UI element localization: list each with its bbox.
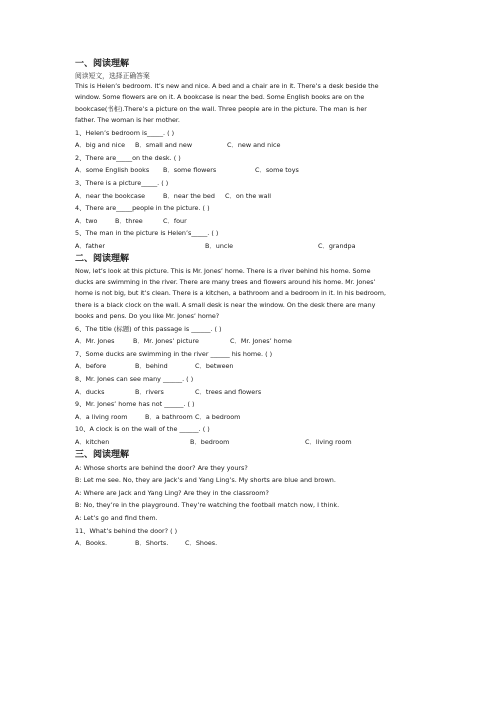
option-a[interactable]: A．Books. bbox=[75, 539, 108, 548]
section-1-instruction: 阅读短文，选择正确答案 bbox=[75, 72, 150, 80]
passage-line: father. The woman is her mother. bbox=[75, 116, 180, 125]
question-11-options bbox=[75, 537, 425, 550]
question-11: 11、What’s behind the door? ( ) bbox=[75, 526, 178, 535]
worksheet-page bbox=[75, 58, 425, 550]
section-2-title: 二、阅读理解 bbox=[75, 253, 130, 264]
section-1-title: 一、阅读理解 bbox=[75, 59, 130, 69]
option-a[interactable]: A．father bbox=[75, 241, 106, 250]
passage-line: This is Helen’s bedroom. It’s new and nice. A bed and a chair are in it. There’s a desk beside the bbox=[75, 82, 379, 90]
question-2-options bbox=[75, 164, 425, 177]
option-b[interactable]: B．Mr. Jones’ picture bbox=[133, 337, 199, 346]
option-c[interactable]: C．living room bbox=[305, 437, 352, 446]
section-3-title: 三、阅读理解 bbox=[75, 449, 130, 460]
passage-line: home is not big, but it’s clean. There is a kitchen, a bathroom and a bedroom in it. In his bedroom, bbox=[75, 289, 386, 298]
option-c[interactable]: C．grandpa bbox=[318, 241, 356, 250]
passage-line: books and pens. Do you like Mr. Jones’ home? bbox=[75, 312, 220, 321]
passage-line: window. Some flowers are on it. A bookcase is near the bed. Some English books are on the bbox=[75, 93, 365, 102]
option-a[interactable]: A．near the bookcase bbox=[75, 191, 146, 200]
question-9-options bbox=[75, 411, 425, 424]
section-1 bbox=[75, 58, 425, 253]
option-c[interactable]: C．a bedroom bbox=[195, 412, 241, 421]
option-a[interactable]: A．before bbox=[75, 362, 107, 371]
dialog-line: A: Where are Jack and Yang Ling? Are they in the classroom? bbox=[75, 488, 269, 497]
question-3: 3、There is a picture_____. ( ) bbox=[75, 179, 169, 187]
dialog-line: B: Let me see. No, they are Jack’s and Yang Ling’s. My shorts are blue and brown. bbox=[75, 476, 336, 485]
question-7-options bbox=[75, 360, 425, 373]
option-c[interactable]: C．between bbox=[195, 362, 234, 371]
option-b[interactable]: B．small and new bbox=[135, 141, 193, 150]
option-c[interactable]: C．new and nice bbox=[227, 141, 281, 150]
option-c[interactable]: C．four bbox=[163, 216, 187, 225]
option-a[interactable]: A．some English books bbox=[75, 166, 150, 175]
option-b[interactable]: B．near the bed bbox=[163, 191, 215, 200]
dialog-line: A: Let’s go and find them. bbox=[75, 513, 158, 522]
passage-line: bookcase(书柜).There’s a picture on the wall. Three people are in the picture. The man is her bbox=[75, 104, 367, 113]
passage-line: there is a black clock on the wall. A small desk is near the window. On the desk there are many bbox=[75, 300, 376, 309]
question-6-options bbox=[75, 335, 425, 348]
option-b[interactable]: B．three bbox=[115, 216, 143, 225]
question-6: 6、The title (标题) of this passage is ______. ( ) bbox=[75, 324, 222, 333]
option-a[interactable]: A．two bbox=[75, 216, 98, 225]
option-b[interactable]: B．rivers bbox=[135, 387, 164, 396]
option-c[interactable]: C．Shoes. bbox=[185, 539, 218, 548]
question-4-options bbox=[75, 215, 425, 228]
option-b[interactable]: B．bedroom bbox=[190, 437, 230, 446]
question-1-options bbox=[75, 139, 425, 152]
option-c[interactable]: C．trees and flowers bbox=[195, 387, 262, 396]
dialog-line: B: No, they’re in the playground. They’re watching the football match now, I think. bbox=[75, 501, 340, 510]
question-10: 10、A clock is on the wall of the ______. ( ) bbox=[75, 425, 210, 434]
option-a[interactable]: A．big and nice bbox=[75, 141, 126, 150]
question-5-options bbox=[75, 240, 425, 253]
passage-line: ducks are swimming in the river. There are many trees and flowers around his home. Mr. Jones’ bbox=[75, 277, 376, 286]
option-c[interactable]: C．some toys bbox=[255, 166, 299, 175]
option-b[interactable]: B．some flowers bbox=[163, 166, 217, 175]
option-a[interactable]: A．Mr. Jones bbox=[75, 337, 115, 346]
section-2 bbox=[75, 253, 425, 449]
option-a[interactable]: A．kitchen bbox=[75, 437, 110, 446]
passage-line: Now, let’s look at this picture. This is Mr. Jones’ home. There is a river behind his home. Some bbox=[75, 266, 371, 275]
section-1-passage bbox=[75, 81, 425, 127]
question-8-options bbox=[75, 386, 425, 399]
option-b[interactable]: B．Shorts. bbox=[135, 539, 169, 548]
question-3-options bbox=[75, 190, 425, 203]
question-5: 5、The man in the picture is Helen’s_____. ( ) bbox=[75, 229, 219, 238]
question-9: 9、Mr. Jones’ home has not ______. ( ) bbox=[75, 400, 195, 409]
option-a[interactable]: A．a living room bbox=[75, 412, 128, 421]
question-7: 7、Some ducks are swimming in the river ______ his home. ( ) bbox=[75, 349, 273, 358]
question-4: 4、There are_____people in the picture. ( ) bbox=[75, 204, 210, 213]
section-2-passage bbox=[75, 266, 425, 323]
option-c[interactable]: C．on the wall bbox=[225, 191, 272, 200]
question-8: 8、Mr. Jones can see many ______. ( ) bbox=[75, 374, 194, 383]
dialog-line: A: Whose shorts are behind the door? Are they yours? bbox=[75, 463, 248, 472]
question-1: 1、Helen’s bedroom is_____. ( ) bbox=[75, 128, 175, 137]
option-b[interactable]: B．behind bbox=[135, 362, 168, 371]
option-c[interactable]: C．Mr. Jones’ home bbox=[230, 337, 292, 346]
question-2: 2、There are_____on the desk. ( ) bbox=[75, 153, 181, 162]
option-b[interactable]: B．a bathroom bbox=[145, 412, 193, 421]
option-b[interactable]: B．uncle bbox=[205, 241, 234, 250]
option-a[interactable]: A．ducks bbox=[75, 387, 105, 396]
question-10-options bbox=[75, 436, 425, 449]
section-3 bbox=[75, 449, 425, 550]
